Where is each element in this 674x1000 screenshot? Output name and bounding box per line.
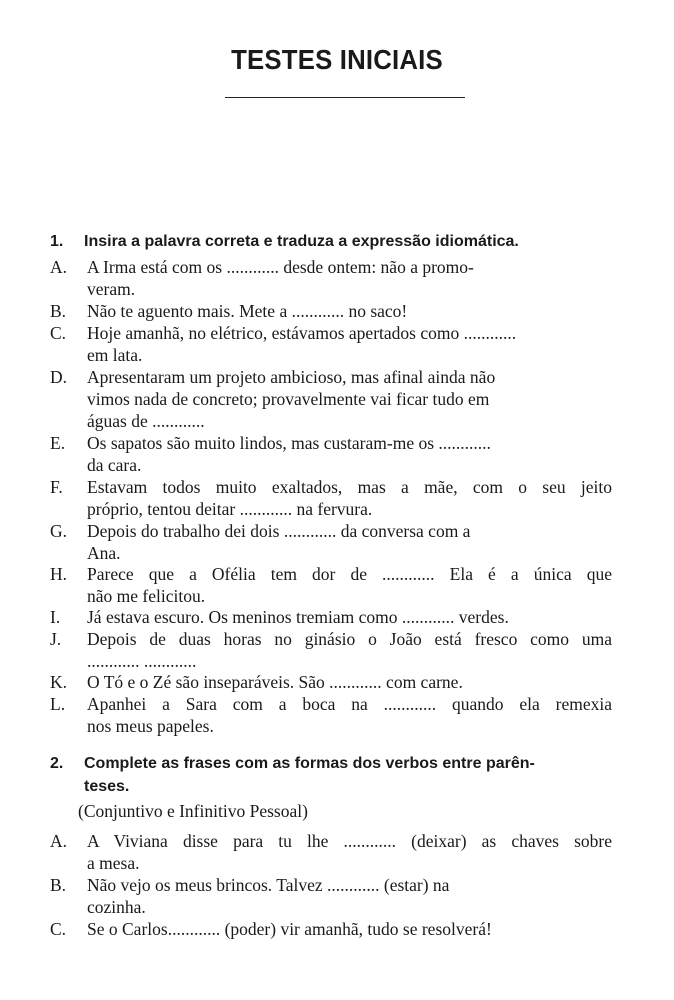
item-text — [87, 476, 612, 520]
section-2-number: 2. — [50, 755, 64, 772]
item-text-line: Ana. — [87, 543, 121, 563]
item-text — [87, 693, 612, 737]
item-text — [87, 366, 612, 432]
item-text-line: Os sapatos são muito lindos, mas custaram-me os ............ — [87, 433, 491, 453]
item-text-line: Já estava escuro. Os meninos tremiam como ............ verdes. — [87, 607, 509, 627]
page-title: TESTES INICIAIS — [231, 44, 443, 75]
item-letter: L. — [50, 694, 66, 714]
item-letter: K. — [50, 672, 68, 692]
item-text-line: Não vejo os meus brincos. Talvez ............ (estar) na — [87, 875, 450, 895]
item-text-line: nos meus papeles. — [87, 716, 214, 736]
section-2-heading — [50, 752, 620, 798]
exercise-item — [50, 563, 612, 607]
item-text-line: veram. — [87, 279, 136, 299]
item-text-line: em lata. — [87, 345, 143, 365]
item-text-line: Depois de duas horas no ginásio o João está fresco como uma — [87, 629, 612, 649]
item-text — [87, 628, 612, 672]
item-text-line: cozinha. — [87, 897, 146, 917]
item-letter: B. — [50, 875, 67, 895]
title-underline — [225, 97, 465, 98]
item-letter: C. — [50, 323, 67, 343]
section-1-number: 1. — [50, 233, 64, 250]
item-text — [87, 300, 612, 322]
exercise-item — [50, 830, 612, 874]
item-text-line: da cara. — [87, 455, 142, 475]
exercise-item — [50, 322, 612, 366]
item-letter: D. — [50, 367, 68, 387]
section-2-heading-line: teses. — [84, 778, 130, 795]
item-text-line: próprio, tentou deitar ............ na fervura. — [87, 499, 373, 519]
exercise-item — [50, 476, 612, 520]
item-letter: J. — [50, 629, 62, 649]
item-text-line: Parece que a Ofélia tem dor de ............ Ela é a única que — [87, 564, 612, 584]
item-text-line: Apanhei a Sara com a boca na ............ quando ela remexia — [87, 694, 612, 714]
item-text — [87, 606, 612, 628]
item-letter: B. — [50, 301, 67, 321]
item-text-line: a mesa. — [87, 853, 140, 873]
exercise-item — [50, 432, 612, 476]
item-text-line: ............ ............ — [87, 651, 197, 671]
item-text — [87, 432, 612, 476]
item-text — [87, 322, 612, 366]
item-letter: H. — [50, 564, 68, 584]
exercise-item — [50, 606, 612, 628]
exercise-item — [50, 300, 612, 322]
exercise-item — [50, 918, 612, 940]
item-text-line: Apresentaram um projeto ambicioso, mas afinal ainda não — [87, 367, 496, 387]
exercise-item — [50, 693, 612, 737]
item-text-line: A Viviana disse para tu lhe ............ (deixar) as chaves sobre — [87, 831, 612, 851]
item-letter: E. — [50, 433, 66, 453]
item-text — [87, 830, 612, 874]
section-2-subheading: (Conjuntivo e Infinitivo Pessoal) — [78, 801, 308, 821]
item-text — [87, 256, 612, 300]
item-letter: A. — [50, 257, 68, 277]
item-letter: G. — [50, 521, 68, 541]
item-text — [87, 563, 612, 607]
item-text-line: O Tó e o Zé são inseparáveis. São ............ com carne. — [87, 672, 463, 692]
item-text — [87, 671, 612, 693]
item-text-line: Hoje amanhã, no elétrico, estávamos apertados como ............ — [87, 323, 517, 343]
item-text — [87, 918, 612, 940]
item-text-line: vimos nada de concreto; provavelmente vai ficar tudo em — [87, 389, 490, 409]
exercise-item — [50, 874, 612, 918]
exercise-item — [50, 366, 612, 432]
item-text-line: Se o Carlos............ (poder) vir amanhã, tudo se resolverá! — [87, 919, 492, 939]
exercise-item — [50, 628, 612, 672]
section-1-heading-text: Insira a palavra correta e traduza a expressão idiomática. — [84, 233, 519, 250]
exercise-item — [50, 671, 612, 693]
item-text-line: Não te aguento mais. Mete a ............ no saco! — [87, 301, 408, 321]
item-text — [87, 520, 612, 564]
section-2-heading-line: Complete as frases com as formas dos verbos entre parên- — [84, 755, 535, 772]
item-letter: F. — [50, 477, 63, 497]
item-text-line: Depois do trabalho dei dois ............ da conversa com a — [87, 521, 471, 541]
item-letter: I. — [50, 607, 61, 627]
item-letter: C. — [50, 919, 67, 939]
exercise-item — [50, 520, 612, 564]
item-text-line: Estavam todos muito exaltados, mas a mãe, com o seu jeito — [87, 477, 612, 497]
item-text-line: águas de ............ — [87, 411, 205, 431]
item-letter: A. — [50, 831, 68, 851]
item-text-line: A Irma está com os ............ desde ontem: não a promo- — [87, 257, 474, 277]
section-1-heading — [50, 230, 620, 253]
item-text — [87, 874, 612, 918]
item-text-line: não me felicitou. — [87, 586, 206, 606]
exercise-item — [50, 256, 612, 300]
